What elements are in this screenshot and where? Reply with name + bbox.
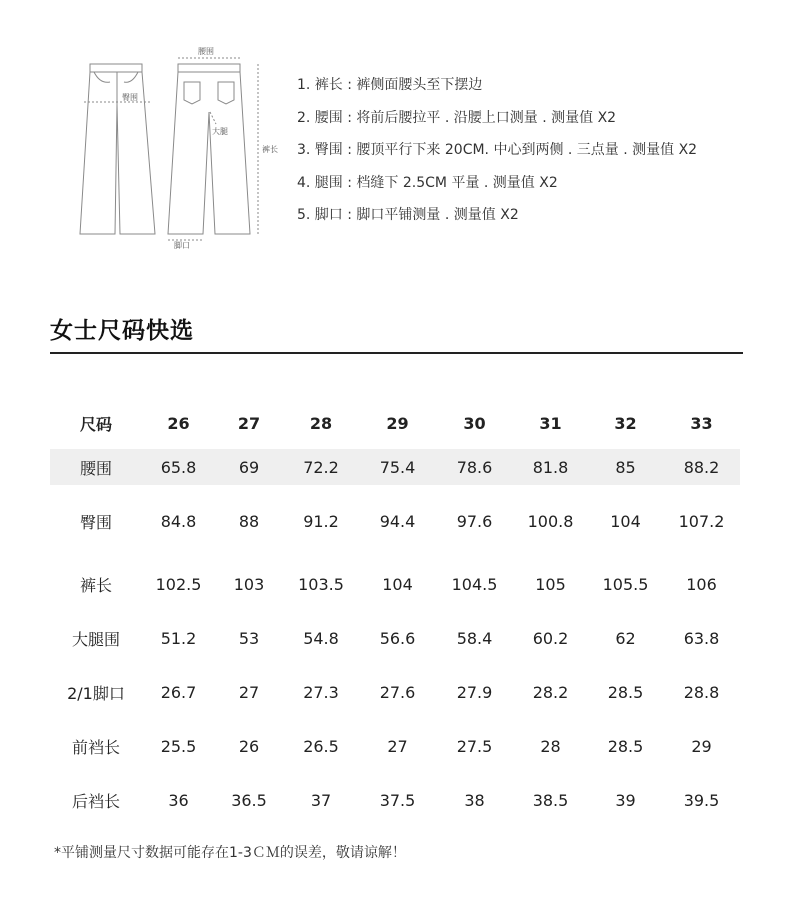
table-cell: 26 [238, 736, 260, 756]
row-label: 腰围 [50, 449, 142, 485]
table-cell: 105 [535, 574, 566, 594]
hem-label: 脚口 [174, 241, 190, 250]
note-hem: 5. 脚口 : 脚口平铺测量 . 测量值 X2 [297, 207, 519, 223]
table-cell: 85 [588, 449, 663, 485]
table-cell: 39 [615, 790, 636, 810]
table-cell: 28.2 [532, 682, 569, 702]
table-cell: 27 [387, 736, 408, 756]
note-waist: 2. 腰围 : 将前后腰拉平 . 沿腰上口测量 . 测量值 X2 [297, 109, 617, 126]
table-cell: 97.6 [456, 511, 493, 531]
table-cell: 63.8 [683, 628, 720, 648]
table-cell: 56.6 [379, 628, 416, 648]
header-cell: 30 [463, 413, 486, 433]
table-cell: 27 [238, 682, 260, 702]
table-cell: 27.3 [303, 682, 339, 702]
table-cell: 72.2 [283, 449, 359, 485]
header-cell: 尺码 [79, 414, 112, 434]
table-cell: 36 [168, 790, 189, 810]
table-cell: 27.9 [456, 682, 493, 702]
table-cell: 104.5 [451, 574, 498, 594]
row-label: 裤长 [79, 575, 112, 595]
table-cell: 102.5 [155, 574, 202, 594]
table-row [50, 665, 740, 719]
table-row [50, 449, 740, 485]
row-label: 前裆长 [71, 737, 120, 757]
title-divider [50, 352, 743, 354]
row-label: 2/1脚口 [67, 683, 125, 703]
table-cell: 25.5 [160, 736, 197, 756]
table-row [50, 611, 740, 665]
header-cell: 26 [167, 413, 190, 433]
table-cell: 28 [540, 736, 561, 756]
table-cell: 103.5 [298, 574, 344, 594]
header-cell: 32 [614, 413, 637, 433]
table-cell: 78.6 [436, 449, 513, 485]
table-cell: 28.5 [607, 682, 644, 702]
header-cell: 29 [386, 413, 409, 433]
table-cell: 69 [215, 449, 283, 485]
row-label: 大腿围 [71, 629, 120, 649]
measurement-footnote: *平铺测量尺寸数据可能存在1-3ＣＭ的误差，敬请谅解！ [54, 845, 406, 861]
table-cell: 54.8 [303, 628, 339, 648]
measurement-notes [297, 74, 697, 237]
header-cell: 28 [309, 413, 333, 433]
note-length: 1. 裤长 : 裤侧面腰头至下摆边 [297, 77, 483, 93]
hip-label: 臀围 [122, 93, 138, 102]
table-cell: 62 [615, 628, 636, 648]
table-header-row [50, 397, 740, 449]
table-cell: 81.8 [513, 449, 588, 485]
table-row [50, 719, 740, 773]
table-cell: 91.2 [303, 511, 339, 531]
row-label: 后裆长 [71, 791, 120, 811]
table-cell: 100.8 [527, 511, 574, 531]
table-cell: 39.5 [683, 790, 720, 810]
table-cell: 75.4 [359, 449, 436, 485]
table-cell: 106 [686, 574, 717, 594]
table-cell: 53 [238, 628, 260, 648]
table-cell: 60.2 [532, 628, 569, 648]
length-label: 裤长 [262, 145, 278, 154]
waist-label: 腰围 [198, 47, 214, 56]
table-cell: 88 [238, 511, 260, 531]
table-cell: 28.5 [607, 736, 644, 756]
thigh-label: 大腿 [212, 127, 228, 136]
table-cell: 27.6 [379, 682, 416, 702]
header-cell: 27 [237, 413, 261, 433]
table-row [50, 557, 740, 611]
header-cell: 33 [690, 413, 713, 433]
section-title: 女士尺码快选 [50, 318, 194, 344]
table-row [50, 485, 740, 557]
table-cell: 65.8 [142, 449, 215, 485]
table-cell: 37 [310, 790, 332, 810]
table-cell: 38 [464, 790, 485, 810]
table-cell: 26.7 [160, 682, 197, 702]
table-cell: 37.5 [379, 790, 416, 810]
table-cell: 88.2 [663, 449, 740, 485]
size-chart-table [50, 397, 740, 827]
row-label: 臀围 [79, 512, 112, 532]
table-cell: 105.5 [602, 574, 649, 594]
note-hip: 3. 臀围 : 腰顶平行下来 20CM. 中心到两侧 . 三点量 . 测量值 X2 [297, 142, 698, 158]
table-cell: 103 [233, 574, 265, 594]
pants-measurement-diagram [60, 42, 280, 252]
table-cell: 94.4 [379, 511, 416, 531]
table-cell: 29 [691, 736, 712, 756]
table-cell: 27.5 [456, 736, 493, 756]
table-cell: 36.5 [231, 790, 267, 810]
pants-back-view [168, 58, 258, 240]
table-cell: 28.8 [683, 682, 720, 702]
table-cell: 38.5 [532, 790, 569, 810]
note-thigh: 4. 腿围 : 档缝下 2.5CM 平量 . 测量值 X2 [297, 174, 558, 191]
table-cell: 26.5 [303, 736, 339, 756]
pants-front-view [80, 64, 155, 234]
table-cell: 107.2 [678, 511, 725, 531]
table-cell: 104 [610, 511, 641, 531]
table-cell: 104 [382, 574, 413, 594]
table-cell: 58.4 [456, 628, 493, 648]
header-cell: 31 [539, 413, 562, 433]
table-cell: 84.8 [160, 511, 197, 531]
table-cell: 51.2 [160, 628, 197, 648]
table-row [50, 773, 740, 827]
